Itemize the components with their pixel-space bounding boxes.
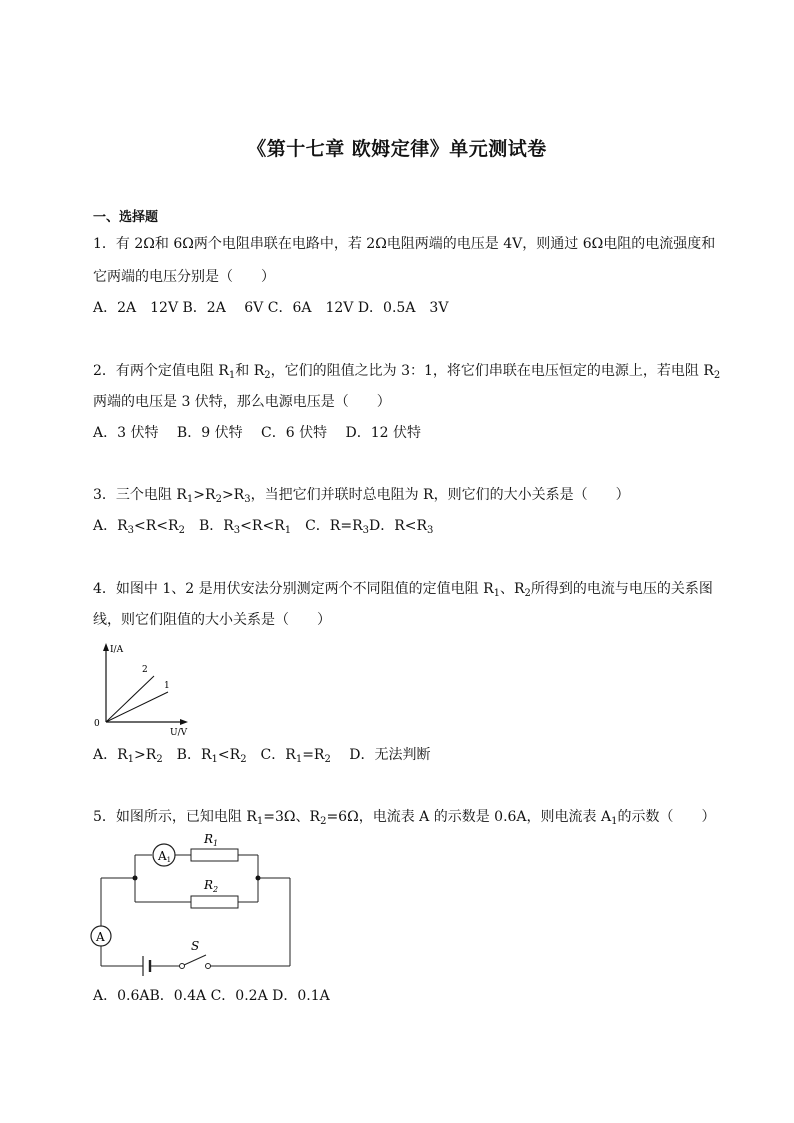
- graph-line-1: [106, 692, 168, 722]
- graph-y-label: I/A: [110, 645, 124, 655]
- switch-contact-right: [206, 964, 211, 969]
- q4-stem-line1: 4．如图中 1、2 是用伏安法分别测定两个不同阻值的定值电阻 $R_1$、$R_2$所得到的电流与电压的关系图: [93, 581, 713, 599]
- switch-contact-left: [180, 964, 185, 969]
- q3-stem: 3．三个电阻 $R_1>R_2>R_3$，当把它们并联时总电阻为 R，则它们的大小关系是（ ）: [93, 487, 630, 505]
- switch-label: S: [191, 939, 200, 953]
- section-heading: 一、选择题: [93, 210, 159, 225]
- graph-line-2: [106, 676, 154, 722]
- graph-origin-label: 0: [94, 719, 100, 729]
- q3-options: A．$R_3<R<R_2$ B．$R_3<R<R_1$ C．$R=R_3D$．$R<R_3$: [93, 518, 434, 536]
- ammeter-a1-label: A1: [158, 849, 172, 864]
- graph-x-arrow: [180, 719, 188, 725]
- q1-stem-line2: 它两端的电压分别是（ ）: [93, 269, 275, 285]
- q5-circuit-diagram: [88, 828, 298, 976]
- graph-line-1-label: 1: [164, 681, 170, 691]
- q1-stem-line1: 1．有 2Ω和 6Ω两个电阻串联在电路中，若 2Ω电阻两端的电压是 4V，则通过 6Ω电阻的电流强度和: [93, 236, 716, 252]
- switch-blade: [184, 955, 206, 965]
- q4-options: A．$R_1>R_2$ B．$R_1<R_2$ C．$R_1=R_2$ D．无法判断: [93, 747, 431, 765]
- q5-stem: 5．如图所示，已知电阻 $R_1=3\Omega$、$R_2=6\Omega$，电流表 A 的示数是 0.6A，则电流表 $A_1$的示数（ ）: [93, 809, 716, 827]
- q2-options: A．3 伏特 B．9 伏特 C．6 伏特 D．12 伏特: [93, 425, 422, 441]
- graph-x-label: U/V: [170, 728, 188, 738]
- resistor-r1: [191, 849, 238, 861]
- q4-iu-graph: [92, 640, 192, 738]
- graph-y-arrow: [103, 643, 109, 651]
- resistor-r1-label: $R_1$: [204, 832, 219, 848]
- page-title: 《第十七章 欧姆定律》单元测试卷: [247, 138, 547, 160]
- q1-options: A．2A 12V B．2A 6V C．6A 12V D．0.5A 3V: [93, 300, 449, 316]
- resistor-r2: [191, 896, 238, 908]
- ammeter-a-label: A: [96, 930, 105, 944]
- q2-stem-line1: 2．有两个定值电阻 $R_1$和 $R_2$，它们的阻值之比为 3：1，将它们串联在电压恒定的电源上，若电阻 $R_2$: [93, 363, 721, 381]
- q2-stem-line2: 两端的电压是 3 伏特，那么电源电压是（ ）: [93, 394, 391, 410]
- q5-options: A．0.6AB．0.4A C．0.2A D．0.1A: [93, 988, 330, 1004]
- resistor-r2-label: $R_2$: [204, 878, 219, 894]
- q4-stem-line2: 线，则它们阻值的大小关系是（ ）: [93, 612, 331, 628]
- graph-line-2-label: 2: [142, 665, 148, 675]
